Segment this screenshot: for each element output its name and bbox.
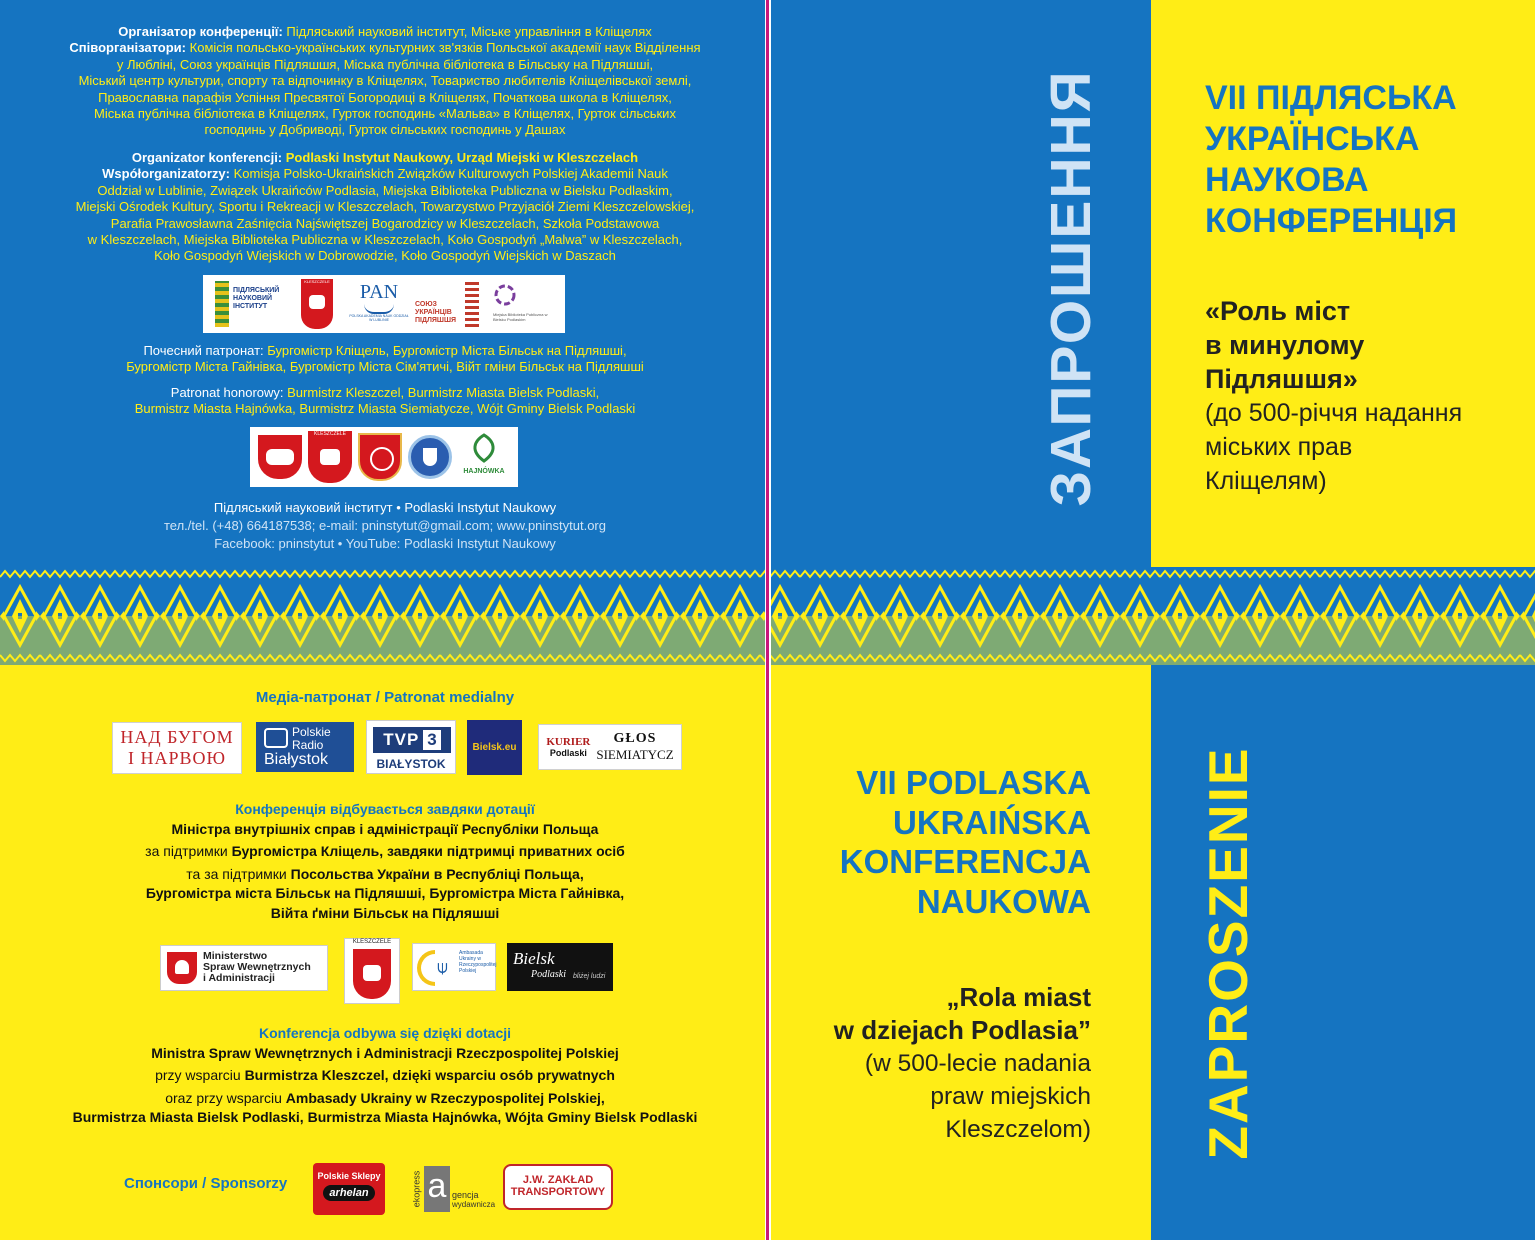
honorary-patronage-pl bbox=[40, 385, 730, 418]
organizers-pl bbox=[40, 150, 730, 265]
coorg-value: господинь у Добриводі, Гурток сільських господинь у Дашах bbox=[204, 122, 566, 138]
subtitle-line: (до 500-річчя надання bbox=[1205, 399, 1463, 427]
org-label: Організатор конференції: bbox=[118, 24, 283, 39]
conference-subtitle-pl bbox=[795, 981, 1091, 1146]
agencja-line2: wydawnicza bbox=[452, 1200, 496, 1209]
grant-ua bbox=[40, 800, 730, 923]
bielsk-line3: bliżej ludzi bbox=[573, 973, 606, 980]
ambasada-text: Ambasada Ukrainy w Rzeczypospolitej Polskiej bbox=[459, 950, 497, 974]
agencja-letter: a bbox=[424, 1166, 450, 1212]
coorg-value: Православна парафія Успіння Пресвятої Богородиці в Кліщелях, Початкова школа в Кліщелях, bbox=[98, 89, 672, 105]
hajnowka-text: HAJNÓWKA bbox=[463, 468, 505, 475]
subtitle-line: «Роль міст bbox=[1205, 296, 1351, 326]
pan-logo-sub: POLSKA AKADEMIA NAUK ODDZIAŁ W LUBLINIE bbox=[349, 314, 409, 322]
bielsk-eu-text: Bielsk.eu bbox=[472, 742, 517, 753]
honor-value: Бургомістр Міста Гайнівка, Бургомістр Міста Сім'ятичі, Війт гміни Більськ на Підляшші bbox=[126, 359, 644, 375]
radio-line3: Białystok bbox=[264, 751, 329, 768]
tvp-text: TVP bbox=[383, 730, 420, 749]
title-line: NAUKOWA bbox=[916, 882, 1091, 920]
contact-social: Facebook: pninstytut • YouTube: Podlaski Instytut Naukowy bbox=[214, 536, 556, 551]
glos-line1: GŁOS bbox=[613, 731, 657, 746]
nad-bugom-logo bbox=[112, 722, 242, 774]
arhelan-line1: Polskie Sklepy bbox=[317, 1171, 381, 1181]
conference-subtitle-ua bbox=[1205, 294, 1525, 498]
org-value: Підляський науковий інститут, Міське управління в Кліщелях bbox=[286, 24, 652, 39]
polskie-radio-logo bbox=[256, 722, 354, 772]
spine-magenta bbox=[766, 0, 769, 1240]
tvp-number: 3 bbox=[423, 730, 440, 750]
mswia-line1: Ministerstwo bbox=[203, 950, 268, 962]
kurier-line1: KURIER bbox=[546, 736, 591, 748]
media-title: Медіа-патронат / Patronat medialny bbox=[255, 689, 515, 706]
coorg-value: Міська публічна бібліотека в Кліщелях, Гурток господинь «Мальва» в Кліщелях, Гурток сільських bbox=[94, 106, 676, 122]
conference-title-ua bbox=[1205, 78, 1525, 242]
grant-ua-pre: за підтримки bbox=[145, 843, 232, 859]
bielsk-line1: Bielsk bbox=[513, 949, 555, 968]
honor-pl-label: Patronat honorowy: bbox=[170, 385, 284, 400]
pni-logo bbox=[215, 281, 295, 327]
ambasada-logo: ⍦ Ambasada Ukrainy w Rzeczypospolitej Polskiej bbox=[412, 943, 496, 991]
radio-icon bbox=[264, 728, 288, 748]
grant-ua-title: Конференція відбувається завдяки дотації bbox=[235, 801, 535, 817]
subtitle-line: „Rola miast bbox=[946, 982, 1091, 1012]
subtitle-line: praw miejskich bbox=[930, 1083, 1091, 1110]
coorg-pl-value: Oddział w Lublinie, Związek Ukraińców Podlasia, Miejska Biblioteka Publiczna w Bielsku Podlaskim, bbox=[97, 182, 673, 198]
bielsk-line2: Podlaski bbox=[531, 969, 566, 980]
grant-ua-pre: та за підтримки bbox=[186, 865, 291, 882]
coorg-value: Комісія польсько-українських культурних зв'язків Польської академії наук Відділення bbox=[189, 40, 701, 56]
gmina-bielsk-crest bbox=[408, 435, 452, 479]
tvp3-logo bbox=[366, 720, 456, 774]
pan-logo bbox=[349, 281, 409, 327]
vertical-title-ua: ЗАПРОШЕННЯ bbox=[1039, 69, 1103, 507]
grant-ua-bold: Бургомістра Кліщель, завдяки підтримці приватних осіб bbox=[231, 843, 625, 859]
org-pl-label: Organizator konferencji: bbox=[131, 150, 283, 165]
title-line: VII PODLASKA bbox=[856, 764, 1091, 801]
coorg-label: Співорганізатори: bbox=[69, 40, 187, 56]
honorary-patronage-ua bbox=[40, 343, 730, 376]
coorg-pl-value: w Kleszczelach, Miejska Biblioteka Publiczna w Kleszczelach, Koło Gospodyń „Malwa” w Kleszczelach, bbox=[87, 232, 683, 248]
honor-pl-value: Burmistrz Miasta Hajnówka, Burmistrz Miasta Siemiatycze, Wójt Gminy Bielsk Podlaski bbox=[134, 401, 636, 417]
kleszczele-crest bbox=[308, 431, 352, 483]
bielsk-eu-logo bbox=[467, 720, 522, 775]
siemiatycze-crest bbox=[358, 433, 402, 481]
contact-name: Підляський науковий інститут • Podlaski Instytut Naukowy bbox=[213, 500, 557, 515]
subtitle-line: (w 500-lecie nadania bbox=[864, 1050, 1091, 1077]
subtitle-line: w dziejach Podlasia” bbox=[833, 1015, 1091, 1045]
mbp-logo bbox=[493, 283, 555, 327]
patron-crests bbox=[250, 427, 518, 487]
grant-pl-bold: Ambasady Ukrainy w Rzeczypospolitej Polskiej, bbox=[285, 1089, 605, 1106]
title-line: КОНФЕРЕНЦІЯ bbox=[1205, 202, 1458, 240]
subtitle-line: міських прав bbox=[1205, 433, 1353, 461]
honor-value: Бургомістр Кліщель, Бургомістр Міста Більськ на Підляшші, bbox=[267, 343, 627, 358]
coorg-pl-value: Koło Gospodyń Wiejskich w Dobrowodzie, Koło Gospodyń Wiejskich w Daszach bbox=[154, 248, 616, 264]
mbp-icon bbox=[493, 283, 517, 307]
radio-line2: Radio bbox=[292, 738, 324, 752]
kleszczele-crest-2 bbox=[344, 938, 400, 1004]
contacts bbox=[40, 499, 730, 553]
conference-title-pl bbox=[795, 763, 1091, 921]
grant-pl-title: Konferencja odbywa się dzięki dotacji bbox=[258, 1025, 512, 1041]
right-bottom-yellow-panel bbox=[771, 665, 1151, 1240]
ornament-emblem bbox=[465, 281, 479, 327]
coorg-value: у Любліні, Союз українців Підляшшя, Міська публічна бібліотека в Більську на Підляшші, bbox=[116, 56, 654, 72]
honor-pl-value: Burmistrz Kleszczel, Burmistrz Miasta Bielsk Podlaski, bbox=[287, 385, 600, 400]
jw-transport-logo bbox=[503, 1164, 613, 1210]
leaf-icon bbox=[466, 433, 502, 463]
organizer-logos bbox=[203, 275, 565, 333]
agencja-line1: gencja bbox=[452, 1190, 479, 1200]
grant-ua-line: Бургомістра міста Більськ на Підляшші, Бургомістра Міста Гайнівка, bbox=[145, 885, 625, 901]
org-pl-value: Podlaski Instytut Naukowy, Urząd Miejski w Kleszczelach bbox=[285, 150, 639, 165]
radio-line1: Polskie bbox=[292, 725, 331, 739]
grant-pl-line: Ministra Spraw Wewnętrznych i Administracji Rzeczpospolitej Polskiej bbox=[151, 1044, 619, 1061]
vertical-title-pl: ZAPROSZENIE bbox=[1197, 746, 1259, 1160]
grant-pl bbox=[40, 1024, 730, 1128]
kleszczele-crest bbox=[301, 279, 333, 329]
title-line: НАУКОВА bbox=[1205, 161, 1369, 199]
title-line: УКРАЇНСЬКА bbox=[1205, 120, 1420, 158]
coorg-value: Міський центр культури, спорту та відпочинку в Кліщелях, Товариство любителів Кліщелівської землі, bbox=[78, 73, 692, 89]
kurier-line2: Podlaski bbox=[549, 748, 587, 758]
grant-pl-bold: Burmistrza Kleszczel, dzięki wsparciu osób prywatnych bbox=[244, 1067, 615, 1083]
coorg-pl-value: Miejski Ośrodek Kultury, Sportu i Rekreacji w Kleszczelach, Towarzystwo Przyjaciół Ziemi Kleszczelowskiej, bbox=[75, 199, 695, 215]
kleszczele-crest-text: KLESZCZELE bbox=[314, 431, 346, 437]
hajnowka-logo bbox=[456, 433, 512, 481]
kurier-glos-logo bbox=[538, 724, 682, 770]
subtitle-line: Kleszczelom) bbox=[945, 1116, 1091, 1143]
suu-logo-text: СОЮЗ УКРАЇНЦІВ ПІДЛЯШШЯ bbox=[415, 301, 457, 324]
title-line: VII ПІДЛЯСЬКА bbox=[1205, 79, 1457, 117]
bielsk-crest bbox=[258, 435, 302, 479]
title-line: UKRAIŃSKA bbox=[893, 803, 1091, 841]
pni-logo-text: ПІДЛЯСЬКИЙ НАУКОВИЙ ІНСТИТУТ bbox=[233, 287, 280, 310]
pan-logo-text: PAN bbox=[359, 281, 399, 303]
subtitle-line: Кліщелям) bbox=[1205, 467, 1327, 495]
mswia-line2: Spraw Wewnętrznych bbox=[203, 961, 311, 973]
title-line: KONFERENCJA bbox=[839, 843, 1091, 880]
jw-line1: J.W. ZAKŁAD bbox=[522, 1174, 594, 1186]
nad-bugom-line2: І НАРВОЮ bbox=[127, 748, 226, 768]
tvp-city: BIAŁYSTOK bbox=[376, 757, 446, 771]
grant-ua-line: Війта ґміни Більськ на Підляшші bbox=[270, 904, 500, 921]
ekopress-logo bbox=[410, 1166, 494, 1214]
grant-ua-bold: Посольства України в Республіці Польща, bbox=[290, 865, 584, 882]
mswia-line3: i Administracji bbox=[203, 972, 275, 984]
organizers-ua bbox=[40, 24, 730, 139]
arhelan-logo bbox=[313, 1163, 385, 1215]
glos-line2: SIEMIATYCZ bbox=[596, 747, 674, 762]
coorg-pl-value: Parafia Prawosławna Zaśnięcia Najświętszej Bogarodzicy w Kleszczelach, Szkoła Podstawowa bbox=[110, 215, 660, 231]
subtitle-line: в минулому bbox=[1205, 330, 1365, 360]
arhelan-line2: arhelan bbox=[323, 1185, 374, 1201]
sponsors-title: Спонсори / Sponsorzy bbox=[124, 1175, 288, 1192]
suu-logo bbox=[415, 301, 461, 329]
jw-line2: TRANSPORTOWY bbox=[510, 1186, 606, 1198]
grant-ua-line: Міністра внутрішніх справ і адміністрації Республіки Польща bbox=[171, 820, 599, 837]
ekopress-text: ekopress bbox=[411, 1170, 422, 1208]
grant-pl-pre: przy wsparciu bbox=[155, 1067, 245, 1083]
nad-bugom-line1: НАД БУГОМ bbox=[120, 727, 234, 747]
coorg-pl-value: Komisja Polsko-Ukraińskich Związków Kulturowych Polskiej Akademii Nauk bbox=[233, 166, 668, 182]
mswia-logo bbox=[160, 945, 328, 991]
bielsk-podlaski-logo bbox=[507, 943, 613, 991]
contact-phone-email: тел./tel. (+48) 664187538; e-mail: pninstytut@gmail.com; www.pninstytut.org bbox=[163, 518, 606, 533]
grant-pl-line: Burmistrza Miasta Bielsk Podlaski, Burmistrza Miasta Hajnówka, Wójta Gminy Bielsk Podlaski bbox=[72, 1109, 698, 1125]
mbp-logo-text: Miejska Biblioteka Publiczna w Bielsku Podlaskim bbox=[493, 312, 548, 322]
honor-label: Почесний патронат: bbox=[143, 343, 264, 358]
grant-pl-pre: oraz przy wsparciu bbox=[165, 1089, 286, 1106]
kleszczele-crest-text: KLESZCZELE bbox=[352, 939, 392, 945]
coorg-pl-label: Współorganizatorzy: bbox=[102, 166, 230, 182]
kleszczele-crest-text: KLESZCZELE bbox=[304, 279, 330, 284]
subtitle-line: Підляшшя» bbox=[1205, 364, 1358, 394]
